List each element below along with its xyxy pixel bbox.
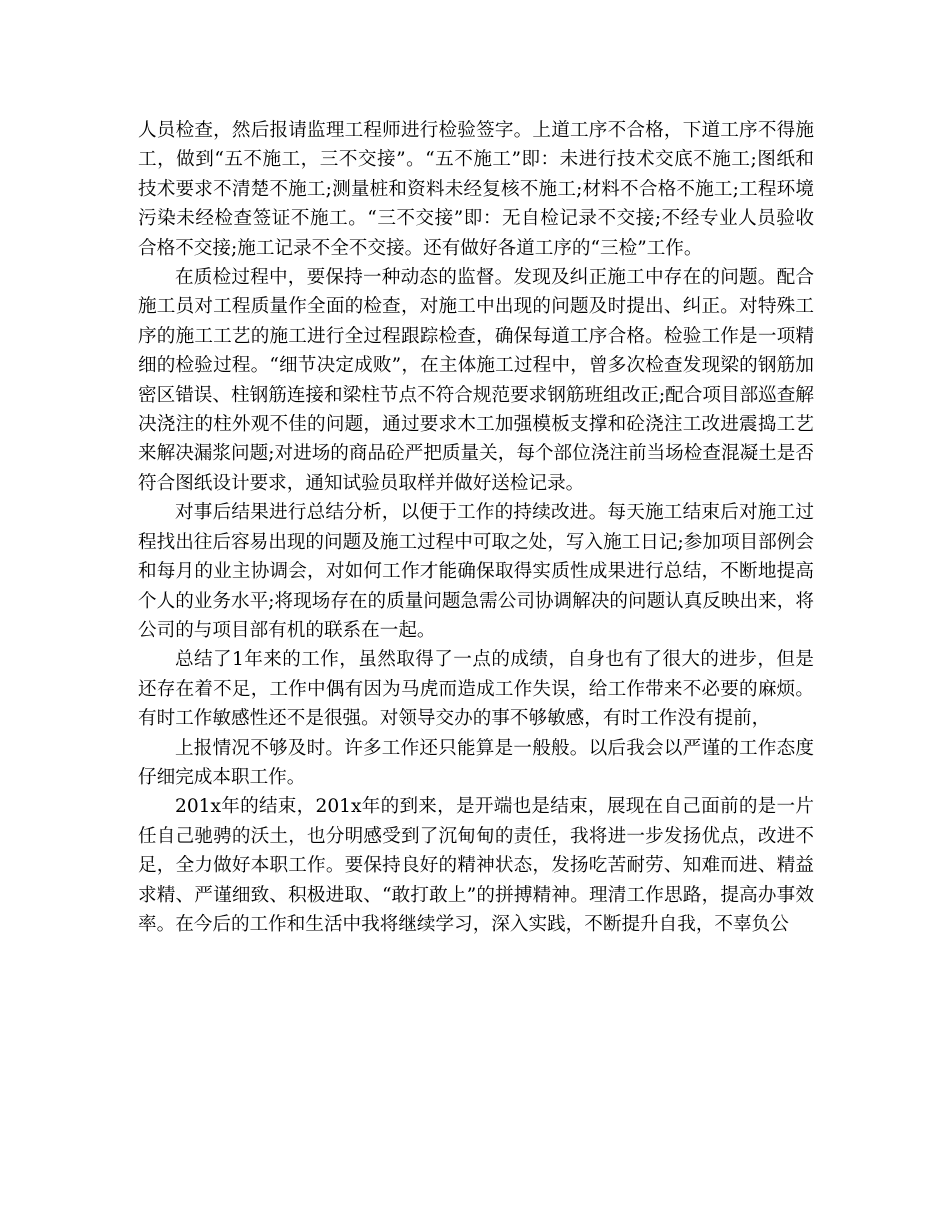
paragraph-summary-analysis: 对事后结果进行总结分析，以便于工作的持续改进。每天施工结束后对施工过程找出往后容易出现的问题及施工过程中可取之处，写入施工日记;参加项目部例会和每月的业主协调会，对如何工作才能确保取得实质性成果进行总结，不断地提高个人的业务水平;将现场存在的质量问题急需公司协调解决的问题认真反映出来，将公司的与项目部有机的联系在一起。 [138, 502, 814, 641]
paragraph-inspection-rules: 人员检查，然后报请监理工程师进行检验签字。上道工序不合格，下道工序不得施工，做到“五不施工，三不交接”。“五不施工”即：未进行技术交底不施工;图纸和技术要求不清楚不施工;测量桩和资料未经复核不施工;材料不合格不施工;工程环境污染未经检查签证不施工。“三不交接”即：无自检记录不交接;不经专业人员验收合格不交接;施工记录不全不交接。还有做好各道工序的“三检”工作。 [138, 120, 814, 259]
paragraph-outlook: 201x年的结束，201x年的到来，是开端也是结束，展现在自己面前的是一片任自己驰骋的沃土，也分明感受到了沉甸甸的责任，我将进一步发扬优点，改进不足，全力做好本职工作。要保持良好的精神状态，发扬吃苦耐劳、知难而进、精益求精、严谨细致、积极进取、“敢打敢上”的拼搏精神。理清工作思路，提高办事效率。在今后的工作和生活中我将继续学习，深入实践，不断提升自我，不辜负公 [138, 796, 814, 935]
paragraph-dynamic-supervision: 在质检过程中，要保持一种动态的监督。发现及纠正施工中存在的问题。配合施工员对工程质量作全面的检查，对施工中出现的问题及时提出、纠正。对特殊工序的施工工艺的施工进行全过程跟踪检查，确保每道工序合格。检验工作是一项精细的检验过程。“细节决定成败”，在主体施工过程中，曾多次检查发现梁的钢筋加密区错误、柱钢筋连接和梁柱节点不符合规范要求钢筋班组改正;配合项目部巡查解决浇注的柱外观不佳的问题，通过要求木工加强模板支撑和砼浇注工改进震捣工艺来解决漏浆问题;对进场的商品砼严把质量关，每个部位浇注前当场检查混凝土是否符合图纸设计要求，通知试验员取样并做好送检记录。 [138, 267, 814, 494]
document-body [138, 116, 814, 939]
paragraph-year-summary: 总结了1年来的工作，虽然取得了一点的成绩，自身也有了很大的进步，但是还存在着不足，工作中偶有因为马虎而造成工作失误，给工作带来不必要的麻烦。有时工作敏感性还不是很强。对领导交办的事不够敏感，有时工作没有提前， [138, 649, 814, 730]
paragraph-reporting: 上报情况不够及时。许多工作还只能算是一般般。以后我会以严谨的工作态度仔细完成本职工作。 [138, 737, 814, 788]
